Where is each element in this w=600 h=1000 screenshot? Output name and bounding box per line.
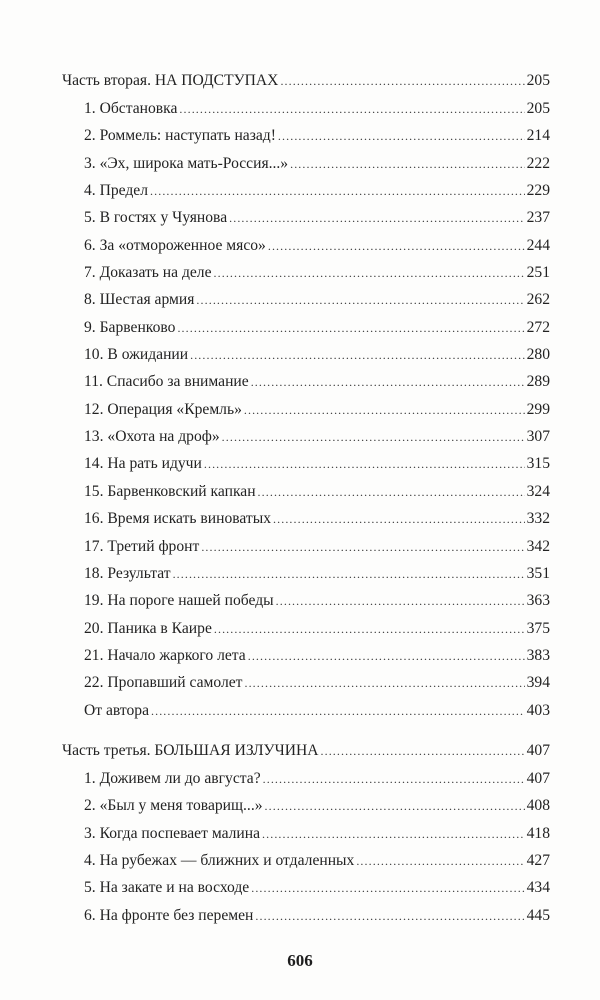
toc-chapter-entry [62,396,550,423]
dot-leader [214,260,525,287]
dot-leader [151,698,525,725]
toc-chapter-entry [62,533,550,560]
page-ref: 342 [526,537,550,555]
toc-chapter-entry [62,423,550,450]
chapter-title: 3. Когда поспевает малина [84,824,261,842]
dot-leader [214,616,525,643]
chapter-title: 18. Результат [84,564,171,582]
toc-chapter-entry [62,902,550,929]
chapter-title: 5. В гостях у Чуянова [84,209,228,227]
page-ref: 403 [526,701,550,719]
page-ref: 315 [526,455,550,473]
toc-chapter-entry [62,286,550,313]
toc-chapter-entry [62,122,550,149]
toc-chapter-entry [62,368,550,395]
chapter-title: 14. На рать идучи [84,455,202,473]
page-ref: 363 [526,592,550,610]
chapter-title: 11. Спасибо за внимание [84,373,249,391]
chapter-title: 9. Барвенково [84,318,176,336]
page-ref: 244 [526,236,550,254]
toc-part-entry [62,736,550,765]
dot-leader [268,233,525,260]
page-ref: 205 [526,100,550,117]
page-ref: 307 [526,428,550,446]
page-ref: 324 [526,482,550,500]
toc-chapter-entry [62,792,550,819]
page-ref: 418 [526,824,550,842]
chapter-title: 7. Доказать на деле [84,264,212,282]
chapter-title: 1. Обстановка [84,100,178,117]
dot-leader [262,821,525,848]
toc-chapter-entry [62,642,550,669]
chapter-title: 3. «Эх, широка мать-Россия...» [84,154,289,172]
chapter-title: 12. Операция «Кремль» [84,400,242,418]
dot-leader [150,178,525,205]
dot-leader [258,479,525,506]
page-ref: 375 [526,619,550,637]
page-ref: 222 [526,154,550,172]
page-ref: 332 [526,510,550,528]
chapter-title: 22. Пропавший самолет [84,674,243,692]
page-ref: 408 [526,797,550,815]
toc-chapter-entry [62,341,550,368]
page-ref: 427 [526,851,550,869]
toc-chapter-entry [62,820,550,847]
toc-chapter-entry [62,697,550,724]
page-ref: 299 [526,400,550,418]
part-title: Часть третья. БОЛЬШАЯ ИЗЛУЧИНА [62,741,319,759]
toc-chapter-entry [62,478,550,505]
chapter-title: От автора [84,701,149,719]
page-ref: 214 [526,127,550,145]
page-ref: 434 [526,879,550,897]
page-ref: 383 [526,646,550,664]
chapter-title: 6. За «отмороженное мясо» [84,236,266,254]
page-ref: 394 [526,674,550,692]
page-ref: 229 [526,182,550,200]
chapter-title: 20. Паника в Каире [84,619,212,637]
dot-leader [290,151,525,178]
page-ref: 289 [526,373,550,391]
chapter-title: 5. На закате и на восходе [84,879,250,897]
dot-leader [263,766,525,793]
dot-leader [251,875,524,902]
dot-leader [244,670,524,697]
toc-chapter-entry [62,95,550,122]
toc-chapter-entry [62,587,550,614]
page-ref: 262 [526,291,550,309]
dot-leader [179,96,524,123]
dot-leader [201,534,524,561]
dot-leader [196,287,524,314]
dot-leader [280,67,524,96]
page-ref: 205 [526,72,550,89]
table-of-contents [62,66,550,929]
dot-leader [229,205,524,232]
dot-leader [222,424,525,451]
page-ref: 445 [526,906,550,924]
chapter-title: 2. Роммель: наступать назад! [84,127,276,145]
chapter-title: 17. Третий фронт [84,537,200,555]
dot-leader [251,369,525,396]
page-ref: 407 [526,769,550,787]
chapter-title: 8. Шестая армия [84,291,195,309]
dot-leader [273,506,525,533]
toc-chapter-entry [62,765,550,792]
toc-chapter-entry [62,615,550,642]
dot-leader [177,315,524,342]
dot-leader [255,903,524,930]
chapter-title: 15. Барвенковский капкан [84,482,256,500]
page-ref: 407 [526,741,550,759]
chapter-title: 19. На пороге нашей победы [84,592,274,610]
toc-chapter-entry [62,560,550,587]
toc-chapter-entry [62,874,550,901]
chapter-title: 21. Начало жаркого лета [84,646,246,664]
toc-part-entry [62,66,550,95]
dot-leader [173,561,525,588]
page-ref: 251 [526,264,550,282]
page-number: 606 [287,951,313,970]
dot-leader [278,123,525,150]
toc-chapter-entry [62,150,550,177]
dot-leader [244,397,525,424]
part-title: Часть вторая. НА ПОДСТУПАХ [62,72,279,89]
chapter-title: 16. Время искать виноватых [84,510,272,528]
toc-chapter-entry [62,259,550,286]
dot-leader [321,737,525,766]
dot-leader [190,342,525,369]
chapter-title: 4. Предел [84,182,149,200]
dot-leader [204,451,525,478]
toc-chapter-entry [62,669,550,696]
chapter-title: 4. На рубежах — ближних и отдаленных [84,851,355,869]
toc-chapter-entry [62,177,550,204]
toc-chapter-entry [62,450,550,477]
chapter-title: 6. На фронте без перемен [84,906,254,924]
dot-leader [265,793,525,820]
page-ref: 351 [526,564,550,582]
toc-chapter-entry [62,505,550,532]
toc-chapter-entry [62,204,550,231]
toc-chapter-entry [62,847,550,874]
chapter-title: 10. В ожидании [84,346,189,364]
dot-leader [276,588,525,615]
dot-leader [248,643,525,670]
chapter-title: 13. «Охота на дроф» [84,428,220,446]
chapter-title: 1. Доживем ли до августа? [84,769,261,787]
page-ref: 272 [526,318,550,336]
toc-chapter-entry [62,314,550,341]
dot-leader [356,848,524,875]
page-ref: 280 [526,346,550,364]
toc-chapter-entry [62,232,550,259]
chapter-title: 2. «Был у меня товарищ...» [84,797,263,815]
page-ref: 237 [526,209,550,227]
